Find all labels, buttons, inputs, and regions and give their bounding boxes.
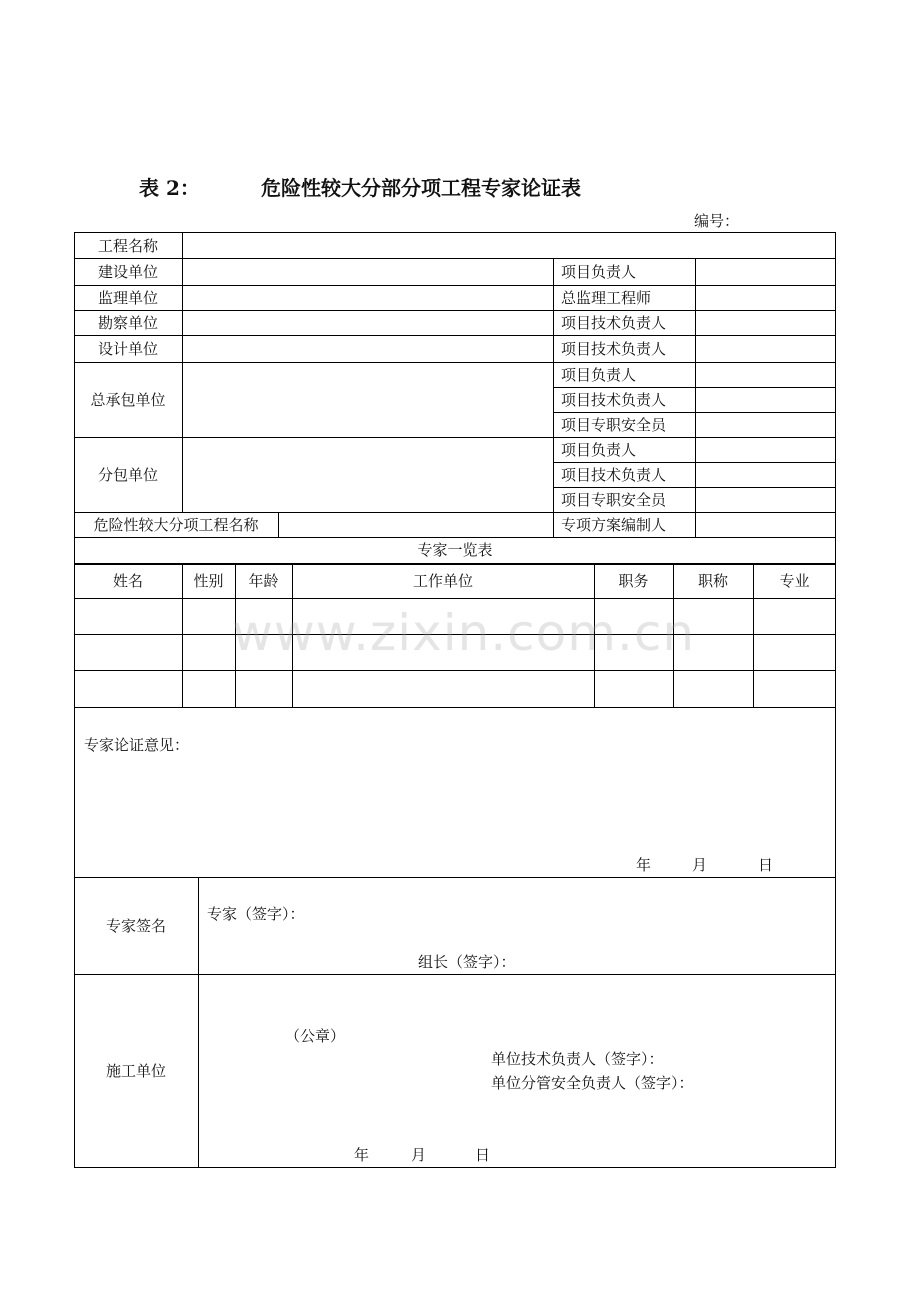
label-dangerous-project-name: 危险性较大分项工程名称 (93, 516, 259, 534)
opinion-day: 日 (758, 856, 774, 874)
unit-tech-lead-signature: 单位技术负责人（签字）： (491, 1050, 664, 1068)
label-project-name: 工程名称 (97, 237, 158, 255)
label-construction-unit: 建设单位 (97, 263, 158, 281)
constructor-month: 月 (411, 1146, 427, 1164)
col-name: 姓名 (112, 572, 143, 590)
official-seal: （公章） (285, 1027, 346, 1045)
expert-list-title: 专家一览表 (417, 541, 493, 559)
role-gc-technical-lead: 项目技术负责人 (561, 391, 667, 409)
table-number: 表 2： (139, 176, 200, 200)
role-project-manager: 项目负责人 (561, 263, 637, 281)
role-sub-manager: 项目负责人 (561, 441, 637, 459)
role-design-technical-lead: 项目技术负责人 (561, 340, 667, 358)
unit-safety-lead-signature: 单位分管安全负责人（签字）： (491, 1074, 694, 1092)
col-specialty: 专业 (779, 572, 810, 590)
role-sub-safety-officer: 项目专职安全员 (561, 491, 667, 509)
label-survey-unit: 勘察单位 (97, 314, 158, 332)
role-sub-technical-lead: 项目技术负责人 (561, 466, 667, 484)
opinion-table (74, 707, 836, 1168)
col-work-unit: 工作单位 (412, 572, 473, 590)
opinion-label: 专家论证意见： (84, 736, 190, 754)
constructor-label: 施工单位 (105, 1062, 166, 1080)
opinion-month: 月 (692, 856, 708, 874)
leader-signature: 组长（签字）： (418, 953, 516, 971)
expert-signature: 专家（签字）： (207, 905, 305, 923)
label-subcontractor: 分包单位 (97, 466, 158, 484)
col-title: 职称 (697, 572, 728, 590)
col-age: 年龄 (248, 572, 279, 590)
col-position: 职务 (618, 572, 649, 590)
role-chief-supervisor: 总监理工程师 (561, 289, 652, 307)
role-gc-safety-officer: 项目专职安全员 (561, 416, 667, 434)
role-technical-lead: 项目技术负责人 (561, 314, 667, 332)
constructor-day: 日 (475, 1146, 491, 1164)
label-supervision-unit: 监理单位 (97, 289, 158, 307)
role-gc-manager: 项目负责人 (561, 366, 637, 384)
form-title: 危险性较大分部分项工程专家论证表 (261, 176, 581, 200)
page-title (0, 168, 920, 202)
constructor-year: 年 (354, 1146, 370, 1164)
label-design-unit: 设计单位 (97, 340, 158, 358)
role-plan-author: 专项方案编制人 (561, 516, 667, 534)
serial-number-label: 编号： (694, 212, 740, 230)
signature-label: 专家签名 (105, 917, 166, 935)
opinion-year: 年 (636, 856, 652, 874)
col-gender: 性别 (193, 572, 224, 590)
watermark: www.zixin.com.cn (232, 604, 696, 662)
label-general-contractor: 总承包单位 (90, 391, 166, 409)
